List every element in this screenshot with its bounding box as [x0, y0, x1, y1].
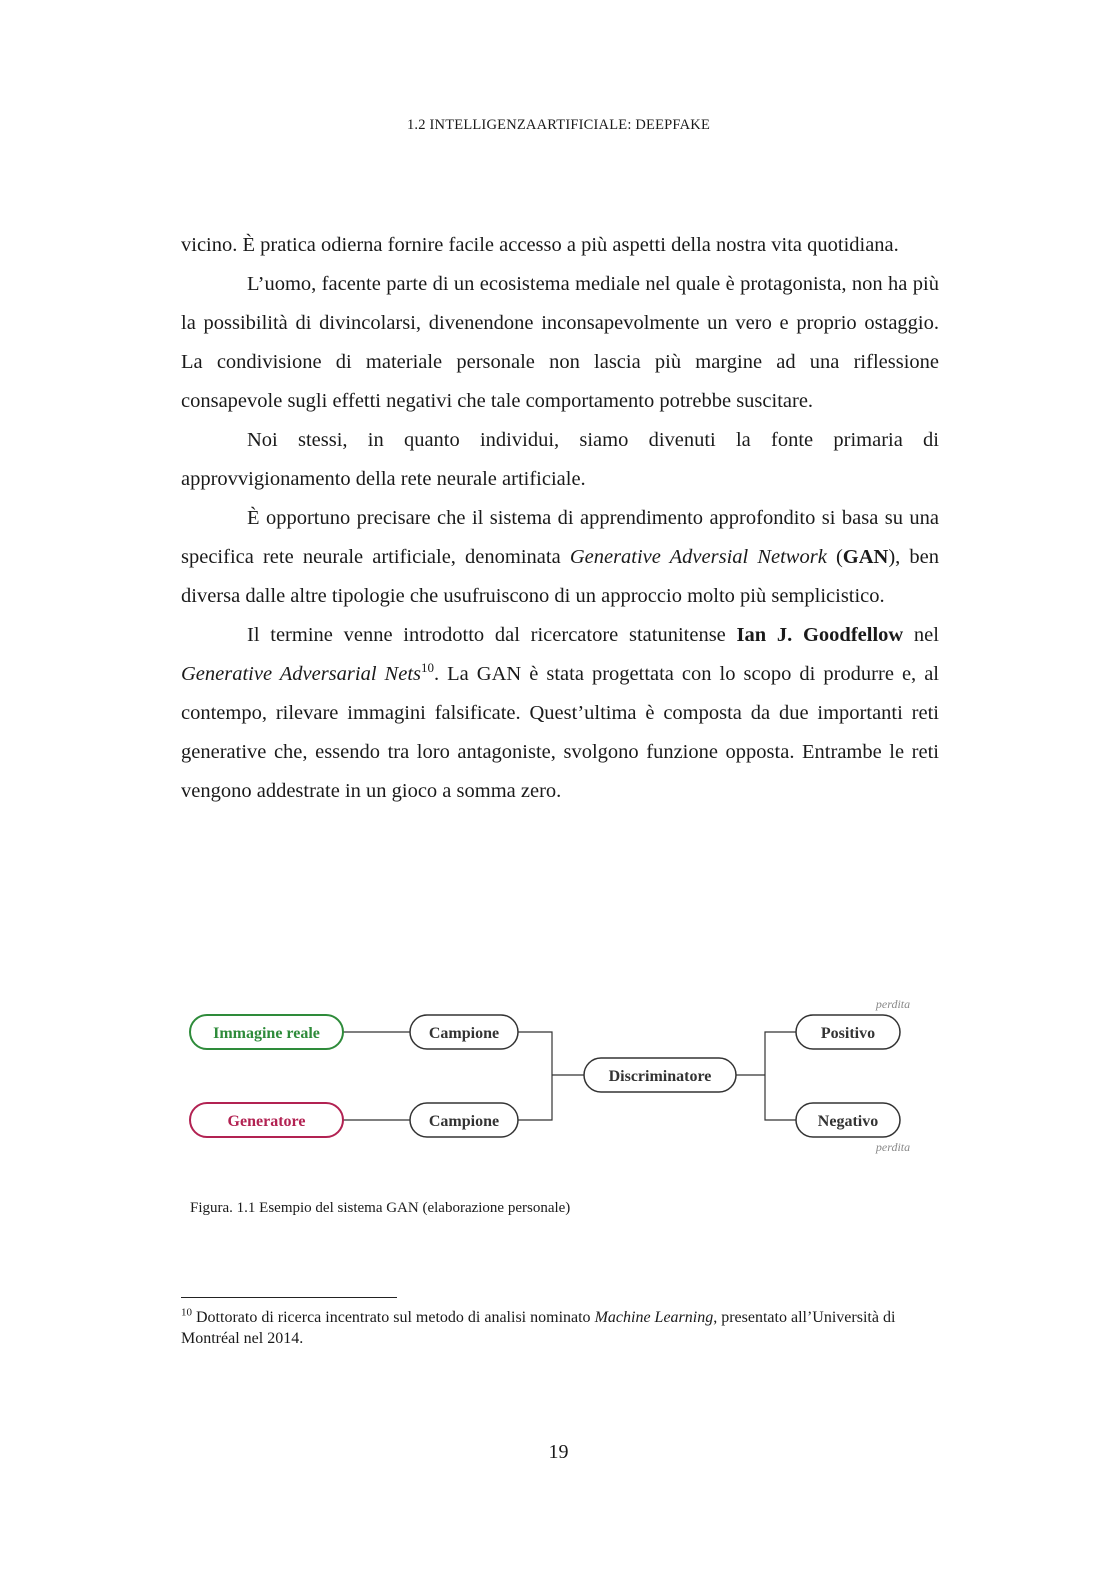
node-real-image [190, 1015, 343, 1049]
running-header: 1.2 INTELLIGENZAARTIFICIALE: DEEPFAKE [406, 117, 711, 133]
node-negative [796, 1103, 900, 1137]
paragraph-5-text-f: . La GAN è stata progettata con lo scopo di produrre e, al contempo, rilevare immagini falsificate. Quest’ultima è composta da due importanti reti generative che, essendo tra loro antagoniste, svolgono funzione opposta. Entrambe le reti vengono addestrate in un gioco a somma zero. [181, 663, 939, 802]
connector-outputs-split [765, 1032, 796, 1120]
node-sample-top-label: Campione [428, 1025, 500, 1042]
footnote [181, 1307, 921, 1349]
node-generator-label: Generatore [227, 1113, 306, 1130]
connector-samples-merge [518, 1032, 552, 1120]
researcher-name: Ian J. Goodfellow [736, 624, 904, 646]
node-positive [796, 1015, 900, 1049]
gan-diagram [180, 995, 940, 1170]
paragraph-4-text-a: È opportuno precisare che il sistema di apprendimento approfondito si basa su una specifica rete neurale artificiale, denominata [181, 507, 939, 568]
paragraph-5-text-c: nel [903, 624, 939, 646]
paragraph-1: vicino. È pratica odierna fornire facile accesso a più aspetti della nostra vita quotidiana. [181, 234, 899, 256]
loss-label-bottom: perdita [875, 1140, 911, 1154]
footnote-text-c: , presentato all’Università di Montréal nel 2014. [181, 1309, 896, 1347]
node-positive-label: Positivo [820, 1025, 876, 1042]
gan-full-name: Generative Adversial Network [569, 546, 827, 568]
page-number: 19 [548, 1441, 569, 1463]
node-discriminator [584, 1058, 736, 1092]
loss-label-top: perdita [875, 997, 911, 1011]
footnote-reference[interactable]: 10 [421, 660, 434, 676]
node-sample-bottom [410, 1103, 518, 1137]
paragraph-2: L’uomo, facente parte di un ecosistema mediale nel quale è protagonista, non ha più la possibilità di divincolarsi, divenendone inconsapevolmente un vero e proprio ostaggio. La condivisione di materiale personale non lascia più margine ad una riflessione consapevole sugli effetti negativi che tale comportamento potrebbe suscitare. [181, 273, 939, 412]
figure-caption: Figura. 1.1 Esempio del sistema GAN (elaborazione personale) [190, 1200, 571, 1216]
gan-acronym: GAN [842, 546, 889, 568]
footnote-text-a: Dottorato di ricerca incentrato sul metodo di analisi nominato [192, 1309, 595, 1326]
paragraph-3: Noi stessi, in quanto individui, siamo divenuti la fonte primaria di approvvigionamento della rete neurale artificiale. [181, 429, 939, 490]
footnote-number: 10 [181, 1306, 192, 1319]
footnote-italic-term: Machine Learning [594, 1309, 714, 1326]
footnote-divider [181, 1297, 397, 1298]
paragraph-4-text-e: ), ben diversa dalle altre tipologie che usufruiscono di un approccio molto più semplicistico. [181, 546, 940, 607]
paragraph-4-text-c: ( [826, 546, 843, 568]
node-sample-top [410, 1015, 518, 1049]
node-real-image-label: Immagine reale [213, 1025, 320, 1042]
node-generator [190, 1103, 343, 1137]
paragraph-4 [181, 499, 939, 616]
paragraph-5 [181, 616, 939, 811]
body-text [181, 226, 939, 811]
paper-title: Generative Adversarial Nets [181, 663, 421, 685]
paragraph-5-text-a: Il termine venne introdotto dal ricercatore statunitense [247, 624, 737, 646]
node-negative-label: Negativo [817, 1113, 879, 1130]
node-discriminator-label: Discriminatore [608, 1068, 712, 1085]
node-sample-bottom-label: Campione [428, 1113, 500, 1130]
